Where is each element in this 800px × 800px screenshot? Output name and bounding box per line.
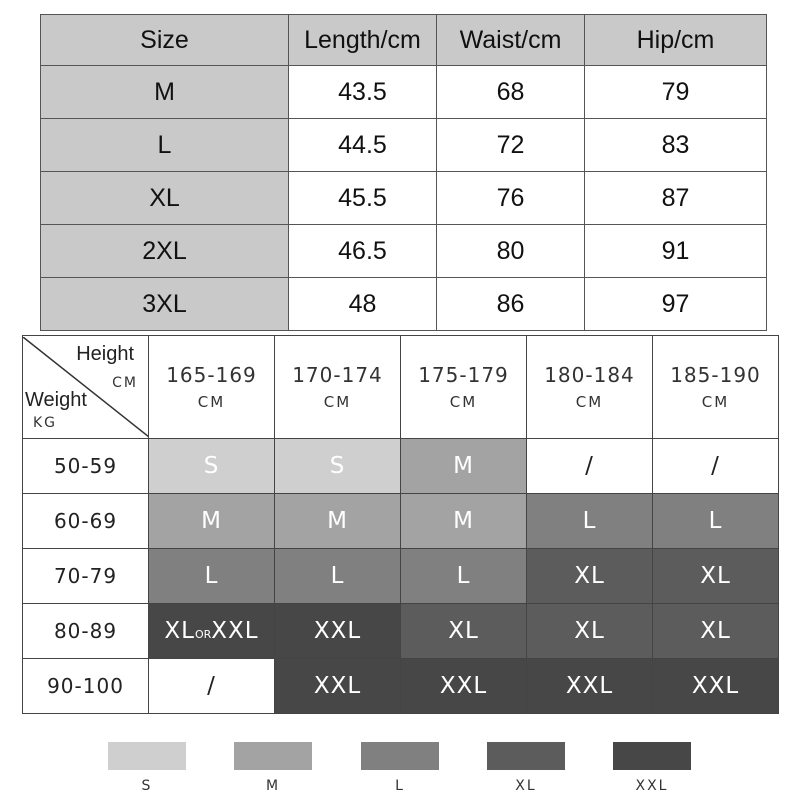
recommended-size: L	[456, 563, 471, 589]
waist-cell: 80	[437, 225, 585, 278]
size-recommendation-cell	[401, 439, 527, 494]
weight-row	[23, 439, 779, 494]
legend-item	[360, 742, 440, 794]
height-column-header	[653, 336, 779, 439]
legend-swatch	[108, 742, 186, 770]
recommended-size: M	[453, 453, 474, 479]
weight-row	[23, 494, 779, 549]
size-recommendation-cell	[149, 604, 275, 659]
height-unit: CM	[701, 393, 730, 411]
height-column-header	[401, 336, 527, 439]
hip-cell: 97	[585, 278, 767, 331]
measurement-header-row	[41, 15, 767, 66]
weight-range: 50-59	[23, 439, 149, 494]
legend-label: S	[141, 778, 153, 794]
or-connector: OR	[194, 628, 212, 641]
corner-height-unit: CM	[112, 375, 138, 391]
height-unit: CM	[197, 393, 226, 411]
size-recommendation-cell	[653, 604, 779, 659]
legend-swatch	[234, 742, 312, 770]
recommended-size: S	[329, 453, 346, 479]
recommended-size: L	[708, 508, 723, 534]
hip-cell: 91	[585, 225, 767, 278]
corner-height-label: Height	[76, 343, 134, 365]
size-recommendation-cell	[527, 549, 653, 604]
legend-label: M	[265, 778, 281, 794]
size-measurement-table	[40, 14, 767, 331]
legend-label: XXL	[635, 778, 669, 794]
height-column-header	[275, 336, 401, 439]
recommended-size: /	[711, 453, 720, 479]
height-column-header	[149, 336, 275, 439]
height-range: 180-184	[544, 363, 635, 387]
height-range: 170-174	[292, 363, 383, 387]
size-recommendation-cell	[527, 604, 653, 659]
size-recommendation-cell	[275, 604, 401, 659]
size-recommendation-cell	[401, 659, 527, 714]
legend-swatch	[361, 742, 439, 770]
size-recommendation-cell	[527, 659, 653, 714]
legend-label: XL	[515, 778, 537, 794]
measurement-row	[41, 66, 767, 119]
hip-cell: 87	[585, 172, 767, 225]
waist-cell: 76	[437, 172, 585, 225]
waist-cell: 68	[437, 66, 585, 119]
weight-range: 60-69	[23, 494, 149, 549]
height-range: 175-179	[418, 363, 509, 387]
size-recommendation-cell	[275, 439, 401, 494]
legend-item	[107, 742, 187, 794]
recommended-size: S	[203, 453, 220, 479]
recommended-size: XL	[574, 618, 605, 644]
length-cell: 44.5	[289, 119, 437, 172]
size-cell: L	[41, 119, 289, 172]
recommended-size: XL	[574, 563, 605, 589]
height-column-header	[527, 336, 653, 439]
size-recommendation-cell	[653, 659, 779, 714]
measurement-row	[41, 225, 767, 278]
size-recommendation-grid	[22, 335, 779, 714]
weight-row	[23, 604, 779, 659]
recommended-size: M	[201, 508, 222, 534]
size-recommendation-cell	[653, 439, 779, 494]
header-hip: Hip/cm	[585, 15, 767, 66]
height-unit: CM	[323, 393, 352, 411]
header-size: Size	[41, 15, 289, 66]
weight-range: 70-79	[23, 549, 149, 604]
length-cell: 48	[289, 278, 437, 331]
size-recommendation-cell	[401, 549, 527, 604]
height-weight-corner	[23, 336, 149, 439]
alternate-size: XXL	[211, 618, 259, 644]
legend-item	[486, 742, 566, 794]
recommended-size: XXL	[439, 673, 488, 699]
hip-cell: 79	[585, 66, 767, 119]
size-cell: M	[41, 66, 289, 119]
height-range: 165-169	[166, 363, 257, 387]
height-header-row	[23, 336, 779, 439]
recommended-size: M	[453, 508, 474, 534]
recommended-size: XL	[164, 618, 195, 644]
recommended-size: M	[327, 508, 348, 534]
size-recommendation-cell	[275, 659, 401, 714]
height-unit: CM	[575, 393, 604, 411]
weight-range: 90-100	[23, 659, 149, 714]
length-cell: 43.5	[289, 66, 437, 119]
recommended-size: XXL	[313, 673, 362, 699]
recommended-size: XXL	[313, 618, 362, 644]
waist-cell: 72	[437, 119, 585, 172]
size-recommendation-cell	[275, 549, 401, 604]
recommended-size: XL	[448, 618, 479, 644]
height-unit: CM	[449, 393, 478, 411]
recommended-size: /	[207, 673, 216, 699]
size-recommendation-cell	[149, 439, 275, 494]
size-cell: 2XL	[41, 225, 289, 278]
length-cell: 46.5	[289, 225, 437, 278]
legend-item	[612, 742, 692, 794]
recommended-size: XL	[700, 563, 731, 589]
header-waist: Waist/cm	[437, 15, 585, 66]
legend-swatch	[613, 742, 691, 770]
size-recommendation-cell	[149, 549, 275, 604]
size-color-legend	[0, 742, 800, 800]
size-recommendation-cell	[527, 494, 653, 549]
height-range: 185-190	[670, 363, 761, 387]
hip-cell: 83	[585, 119, 767, 172]
corner-weight-unit: KG	[33, 415, 58, 431]
weight-row	[23, 549, 779, 604]
weight-range: 80-89	[23, 604, 149, 659]
legend-item	[233, 742, 313, 794]
size-recommendation-cell	[653, 549, 779, 604]
measurement-row	[41, 119, 767, 172]
waist-cell: 86	[437, 278, 585, 331]
recommended-size: XXL	[691, 673, 740, 699]
size-cell: 3XL	[41, 278, 289, 331]
size-recommendation-cell	[149, 659, 275, 714]
legend-label: L	[395, 778, 405, 794]
size-recommendation-cell	[527, 439, 653, 494]
measurement-row	[41, 172, 767, 225]
size-recommendation-cell	[149, 494, 275, 549]
recommended-size: L	[582, 508, 597, 534]
length-cell: 45.5	[289, 172, 437, 225]
recommended-size: L	[204, 563, 219, 589]
size-recommendation-cell	[275, 494, 401, 549]
corner-weight-label: Weight	[25, 389, 87, 411]
size-cell: XL	[41, 172, 289, 225]
weight-row	[23, 659, 779, 714]
legend-swatch	[487, 742, 565, 770]
recommended-size: XL	[700, 618, 731, 644]
recommended-size: XXL	[565, 673, 614, 699]
size-recommendation-cell	[401, 494, 527, 549]
recommended-size: /	[585, 453, 594, 479]
size-recommendation-cell	[653, 494, 779, 549]
recommended-size: L	[330, 563, 345, 589]
measurement-row	[41, 278, 767, 331]
header-length: Length/cm	[289, 15, 437, 66]
size-recommendation-cell	[401, 604, 527, 659]
